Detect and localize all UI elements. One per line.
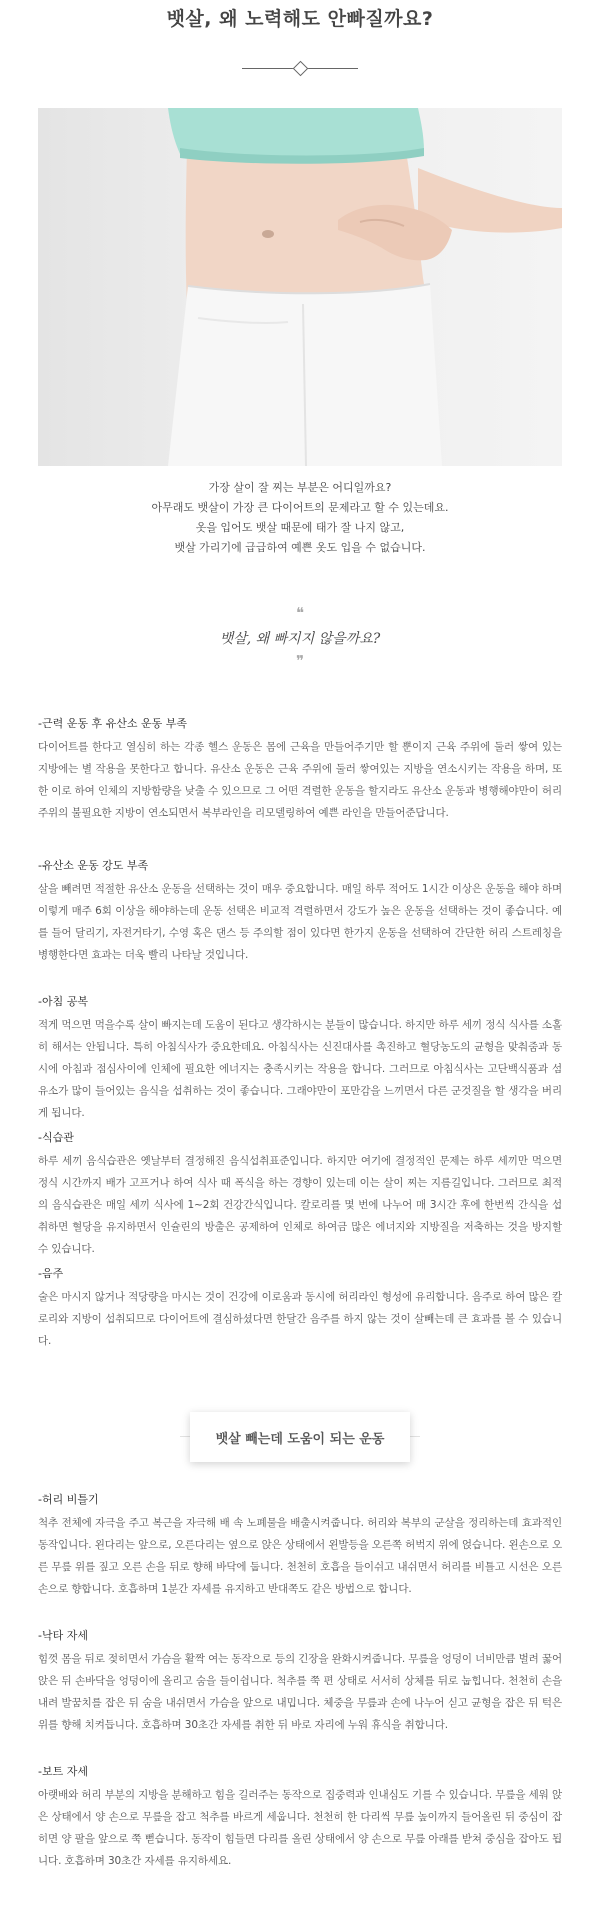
- section-body: 적게 먹으면 먹을수록 살이 빠지는데 도움이 된다고 생각하시는 분들이 많습니다. 하지만 하루 세끼 정식 식사를 소홀히 해서는 안됩니다. 특히 아침식사가 중요한데요. 아침식사는 신진대사를 촉진하고 혈당농도의 균형을 맞춰줌과 동시에 아침과 점심사이에 인체에 필요한 에너지는 충족시키는 작용을 합니다. 그러므로 아침식사는 고단백식품과 섬유소가 많이 들어있는 음식을 섭취하는 것이 좋습니다. 그래야만이 포만감을 느끼면서 다른 군것질을 할 생각을 버리게 됩니다.: [38, 1019, 562, 1119]
- intro-line: 뱃살 가리기에 급급하여 예쁜 옷도 입을 수 없습니다.: [174, 541, 426, 554]
- section-heading: -근력 운동 후 유산소 운동 부족: [38, 717, 187, 730]
- section-heading: -허리 비틀기: [38, 1493, 99, 1506]
- intro-line: 가장 살이 잘 찌는 부분은 어디일까요?: [208, 481, 392, 494]
- section-body: 하루 세끼 음식습관은 옛날부터 결정해진 음식섭취표준입니다. 하지만 여기에 결정적인 문제는 하루 세끼만 먹으면 정식 시간까지 배가 고프거나 하여 식사 때 폭식을 하는 경향이 있는데 이는 살이 찌는 지름길입니다. 그러므로 최적의 음식습관은 매일 세끼 식사에 1~2회 건강간식입니다. 칼로리를 몇 번에 나누어 매 3시간 후에 한번씩 간식을 섭취하면 혈당을 유지하면서 인슐린의 방출은 공제하여 인체로 하여금 많은 에너지와 지방질을 저축하는 것을 방지할 수 있습니다.: [38, 1155, 562, 1255]
- section-body: 술은 마시지 않거나 적당량을 마시는 것이 건강에 이로움과 동시에 허리라인 형성에 유리합니다. 음주로 하여 많은 칼로리와 지방이 섭취되므로 다이어트에 결심하셨다면 한달간 음주를 하지 않는 것이 살빼는데 큰 효과를 볼 수 있습니다.: [38, 1291, 562, 1347]
- intro-line: 아무래도 뱃살이 가장 큰 다이어트의 문제라고 할 수 있는데요.: [151, 501, 449, 514]
- exercise-box-title: 뱃살 빼는데 도움이 되는 운동: [190, 1412, 410, 1462]
- intro-line: 옷을 입어도 뱃살 때문에 태가 잘 나지 않고,: [195, 521, 405, 534]
- close-quote-icon: ❞: [295, 652, 305, 670]
- divider-diamond-icon: [293, 61, 309, 77]
- belly-photo: [38, 108, 562, 466]
- section-body: 척추 전체에 자극을 주고 복근을 자극해 배 속 노폐물을 배출시켜줍니다. 허리와 복부의 군살을 정리하는데 효과적인 동작입니다. 왼다리는 앞으로, 오른다리는 옆으로 앉은 상태에서 왼발등을 오른쪽 허벅지 위에 얹습니다. 왼손으로 오른 무릎 위를 짚고 오른 손을 뒤로 향해 바닥에 둡니다. 천천히 호흡을 들이쉬고 내쉬면서 허리를 비틀고 시선은 오른손으로 향합니다. 호흡하며 1분간 자세를 유지하고 반대쪽도 같은 방법으로 합니다.: [38, 1517, 562, 1595]
- section-heading: -낙타 자세: [38, 1629, 88, 1642]
- section-camel-pose: [38, 1628, 562, 1736]
- page-title: 뱃살, 왜 노력해도 안빠질까요?: [166, 8, 434, 30]
- section-heading: -아침 공복: [38, 995, 88, 1008]
- section-morning-fast: [38, 994, 562, 1124]
- section-heading: -보트 자세: [38, 1765, 88, 1778]
- section-waist-twist: [38, 1492, 562, 1600]
- open-quote-icon: ❝: [295, 604, 305, 622]
- section-body: 힘껏 몸을 뒤로 젖히면서 가슴을 활짝 여는 동작으로 등의 긴장을 완화시켜줍니다. 무릎을 엉덩이 너비만큼 벌려 꿇어앉은 뒤 손바닥을 엉덩이에 올리고 숨을 들이쉽니다. 척추를 쭉 편 상태로 서서히 상체를 뒤로 눕힙니다. 천천히 손을 내려 발꿈치를 잡은 뒤 숨을 내쉬면서 가슴을 앞으로 내밉니다. 체중을 무릎과 손에 나누어 싣고 균형을 잡은 뒤 턱은 위를 향해 치켜듭니다. 호흡하며 30초간 자세를 취한 뒤 바로 자리에 누워 휴식을 취합니다.: [38, 1653, 562, 1731]
- section-heading: -유산소 운동 강도 부족: [38, 859, 149, 872]
- section-body: 아랫배와 허리 부분의 지방을 분해하고 힘을 길러주는 동작으로 집중력과 인내심도 기를 수 있습니다. 무릎을 세워 앉은 상태에서 양 손으로 무릎을 잡고 척추를 바르게 세웁니다. 천천히 한 다리씩 무릎 높이까지 들어올린 뒤 중심이 잡히면 양 팔을 앞으로 쭉 뻗습니다. 동작이 힘들면 다리를 올린 상태에서 양 손으로 무릎 아래를 받쳐 중심을 잡아도 됩니다. 호흡하며 30초간 자세를 유지하세요.: [38, 1789, 562, 1867]
- section-heading: -식습관: [38, 1131, 74, 1144]
- section-body: 살을 빼려면 적절한 유산소 운동을 선택하는 것이 매우 중요합니다. 매일 하루 적어도 1시간 이상은 운동을 해야 하며 이렇게 매주 6회 이상을 해야하는데 운동 선택은 비교적 격렬하면서 강도가 높은 운동을 선택하는 것이 좋습니다. 예를 들어 달리기, 자전거타기, 수영 혹은 댄스 등 주의할 점이 있다면 한가지 운동을 선택하여 간단한 허리 스트레칭을 병행한다면 효과는 더욱 빨리 나타날 것입니다.: [38, 883, 562, 961]
- section-cardio-lack: [38, 716, 562, 824]
- section-cardio-intensity: [38, 858, 562, 966]
- section-eating-habits: [38, 1130, 562, 1260]
- quote-heading: 뱃살, 왜 빠지지 않을까요?: [219, 631, 381, 647]
- intro-text: [0, 478, 600, 558]
- section-heading: -음주: [38, 1267, 64, 1280]
- section-body: 다이어트를 한다고 열심히 하는 각종 헬스 운동은 몸에 근육을 만들어주기만 할 뿐이지 근육 주위에 둘러 쌓여 있는 지방에는 별 작용을 못한다고 합니다. 유산소 운동은 근육 주위에 둘러 쌓여있는 지방을 연소시키는 작용을 하며, 또한 이로 하여 인체의 지방함량을 낮출 수 있으므로 그 어떤 격렬한 운동을 할지라도 유산소 운동과 병행해야만이 허리 주위의 불필요한 지방이 연소되면서 복부라인을 리모델링하여 예쁜 라인을 만들어준답니다.: [38, 741, 562, 819]
- section-drinking: [38, 1266, 562, 1352]
- section-boat-pose: [38, 1764, 562, 1872]
- belly-illustration: [38, 108, 562, 466]
